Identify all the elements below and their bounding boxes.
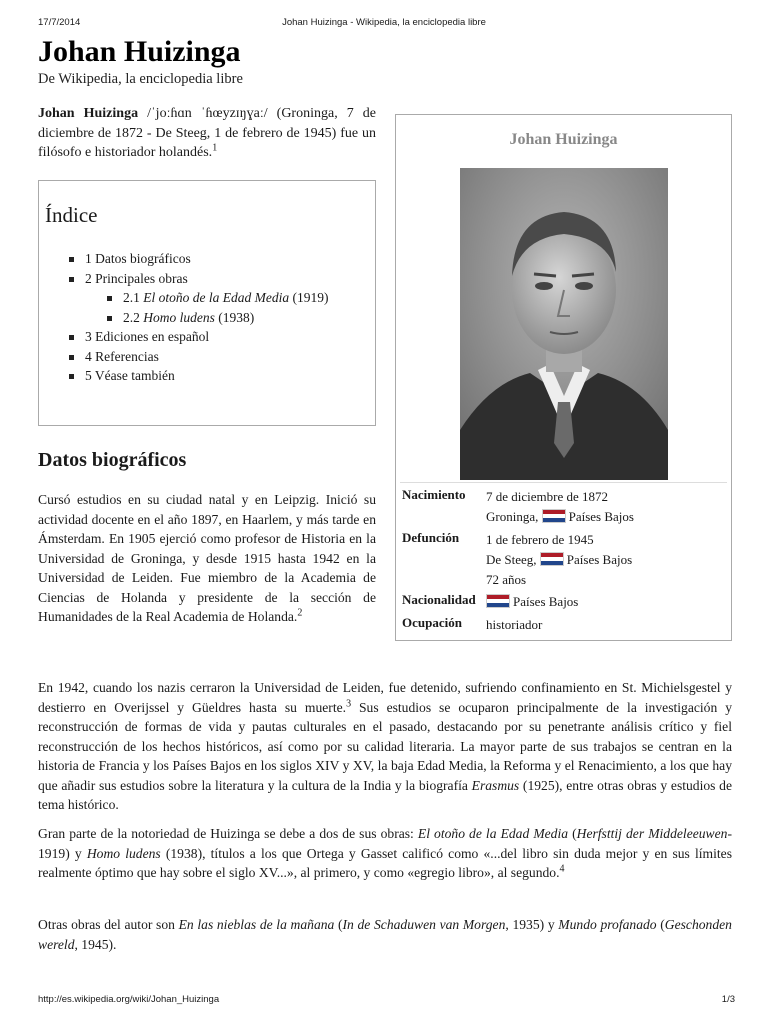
- page-subtitle: De Wikipedia, la enciclopedia libre: [38, 71, 243, 87]
- print-page-number: 1/3: [721, 994, 735, 1005]
- death-value: [486, 530, 632, 590]
- print-header: [0, 17, 768, 31]
- birth-date: 7 de diciembre de 1872: [486, 489, 609, 504]
- netherlands-flag-icon: [540, 552, 564, 566]
- nationality-country[interactable]: Países Bajos: [513, 594, 579, 609]
- intro-paragraph: [38, 104, 376, 163]
- homo-ludens-link[interactable]: Homo ludens: [86, 845, 161, 861]
- birth-place[interactable]: Groninga,: [486, 509, 539, 524]
- paragraph-biography: Cursó estudios en su ciudad natal y en Leipzig. Inició su actividad docente en el año 1897, en Haarlem, y más tarde en Ámsterdam. En 1905 ejerció como profesor de Historia en la Universidad de Groninga, y desde 1915 hasta 1942 en la Universidad de Leiden. Fue miembro de la Academia de Ciencias de Holanda y presidente de la sección de Humanidades de la Real Academia de Holanda.$^2$: [38, 492, 376, 624]
- toc-item-datos-biograficos[interactable]: 1 Datos biográficos: [69, 249, 369, 269]
- toc-item-referencias[interactable]: 4 Referencias: [69, 347, 369, 367]
- death-date: 1 de febrero de 1945: [486, 532, 594, 547]
- death-country[interactable]: Países Bajos: [566, 552, 633, 567]
- erasmus-link[interactable]: Erasmus: [471, 777, 520, 793]
- toc-item-otono-edad-media[interactable]: 2.1 El otoño de la Edad Media (1919): [107, 288, 369, 308]
- print-page-title: Johan Huizinga - Wikipedia, la enciclopedia libre: [282, 17, 486, 28]
- toc-item-homo-ludens[interactable]: 2.2 Homo ludens (1938): [107, 308, 369, 328]
- nationality-value: [486, 592, 578, 612]
- death-place[interactable]: De Steeg,: [486, 552, 537, 567]
- nationality-label: Nacionalidad: [402, 592, 476, 607]
- intro-text: /ˈjoːɦɑn ˈɦœyzɪŋɣaː/ (Groninga, 7 de diciembre de 1872 - De Steeg, 1 de febrero de 1945) fue un filósofo e historiador holandés.: [38, 106, 376, 160]
- toc-heading: Índice: [45, 203, 98, 227]
- toc-item-principales-obras[interactable]: 2 Principales obras 2.1 El otoño de la Edad Media (1919) 2.2 Homo ludens (1938): [69, 269, 369, 328]
- print-date: 17/7/2014: [38, 17, 81, 28]
- birth-label: Nacimiento: [402, 487, 466, 502]
- paragraph-confinement: En 1942, cuando los nazis cerraron la Universidad de Leiden, fue detenido, sufriendo confinamiento en St. Michielsgestel y destierro en Overijssel y Güeldres hasta su muerte.$^3$ Sus estudios se ocuparon principalmente de la investigación y reconstrucción de formas de vida y pautas culturales en el pasado, destacando por su penetrante análisis crítico y fiel reconstrucción de los hechos históricos, así como por su calidad literaria. La mayor parte de sus trabajos se centran en la historia de Francia y los Países Bajos en los siglos XIV y XV, la baja Edad Media, la Reforma y el Renacimiento, a los que hay que añadir sus estudios sobre la literatura y la cultura de la India y la biografía Erasmus (1925), entre otras obras y estudios de tema histórico.: [38, 680, 732, 812]
- otono-link[interactable]: El otoño de la Edad Media: [417, 826, 569, 841]
- print-footer: [0, 994, 768, 1008]
- section-heading-datos-biograficos: Datos biográficos: [38, 449, 187, 471]
- ref-2-link[interactable]: 2: [297, 607, 303, 619]
- ref-1-link[interactable]: 1: [212, 142, 218, 154]
- ref-4-link[interactable]: 4: [559, 863, 565, 875]
- infobox-divider: [400, 482, 727, 483]
- portrait-photo[interactable]: [460, 168, 668, 480]
- intro-bold-name: Johan Huizinga: [38, 106, 139, 121]
- toc-list: [69, 249, 369, 386]
- death-label: Defunción: [402, 530, 460, 545]
- occupation-label: Ocupación: [402, 615, 462, 630]
- print-url: http://es.wikipedia.org/wiki/Johan_Huizinga: [38, 994, 220, 1005]
- birth-country[interactable]: Países Bajos: [568, 509, 634, 524]
- netherlands-flag-icon: [542, 509, 566, 523]
- netherlands-flag-icon: [486, 594, 510, 608]
- age-at-death: 72 años: [486, 572, 527, 587]
- toc-sublist: [85, 288, 369, 327]
- toc-item-ediciones[interactable]: 3 Ediciones en español: [69, 327, 369, 347]
- paragraph-main-works: Gran parte de la notoriedad de Huizinga se debe a dos de sus obras: El otoño de la Edad Media (Herfsttij der Middeleeuwen- 1919) y Homo ludens (1938), títulos a los que Ortega y Gasset calificó como «...del libro sin duda mejor y en sus límites realmente óptimo que hay sobre el siglo XV...», al primero, y como «egregio libro», al segundo.$^4$: [38, 826, 733, 880]
- infobox-title: Johan Huizinga: [509, 131, 618, 148]
- toc-item-vease-tambien[interactable]: 5 Véase también: [69, 366, 369, 386]
- page-title: Johan Huizinga: [38, 35, 241, 68]
- table-of-contents: [38, 180, 376, 426]
- ref-3-link[interactable]: 3: [346, 697, 352, 709]
- occupation-value: historiador: [486, 617, 543, 632]
- portrait-image: [460, 168, 668, 480]
- paragraph-other-works: Otras obras del autor son En las nieblas de la mañana (In de Schaduwen van Morgen, 1935) y Mundo profanado (Geschonden wereld, 1945).: [38, 917, 732, 952]
- infobox: [395, 114, 732, 641]
- birth-value: [486, 487, 634, 527]
